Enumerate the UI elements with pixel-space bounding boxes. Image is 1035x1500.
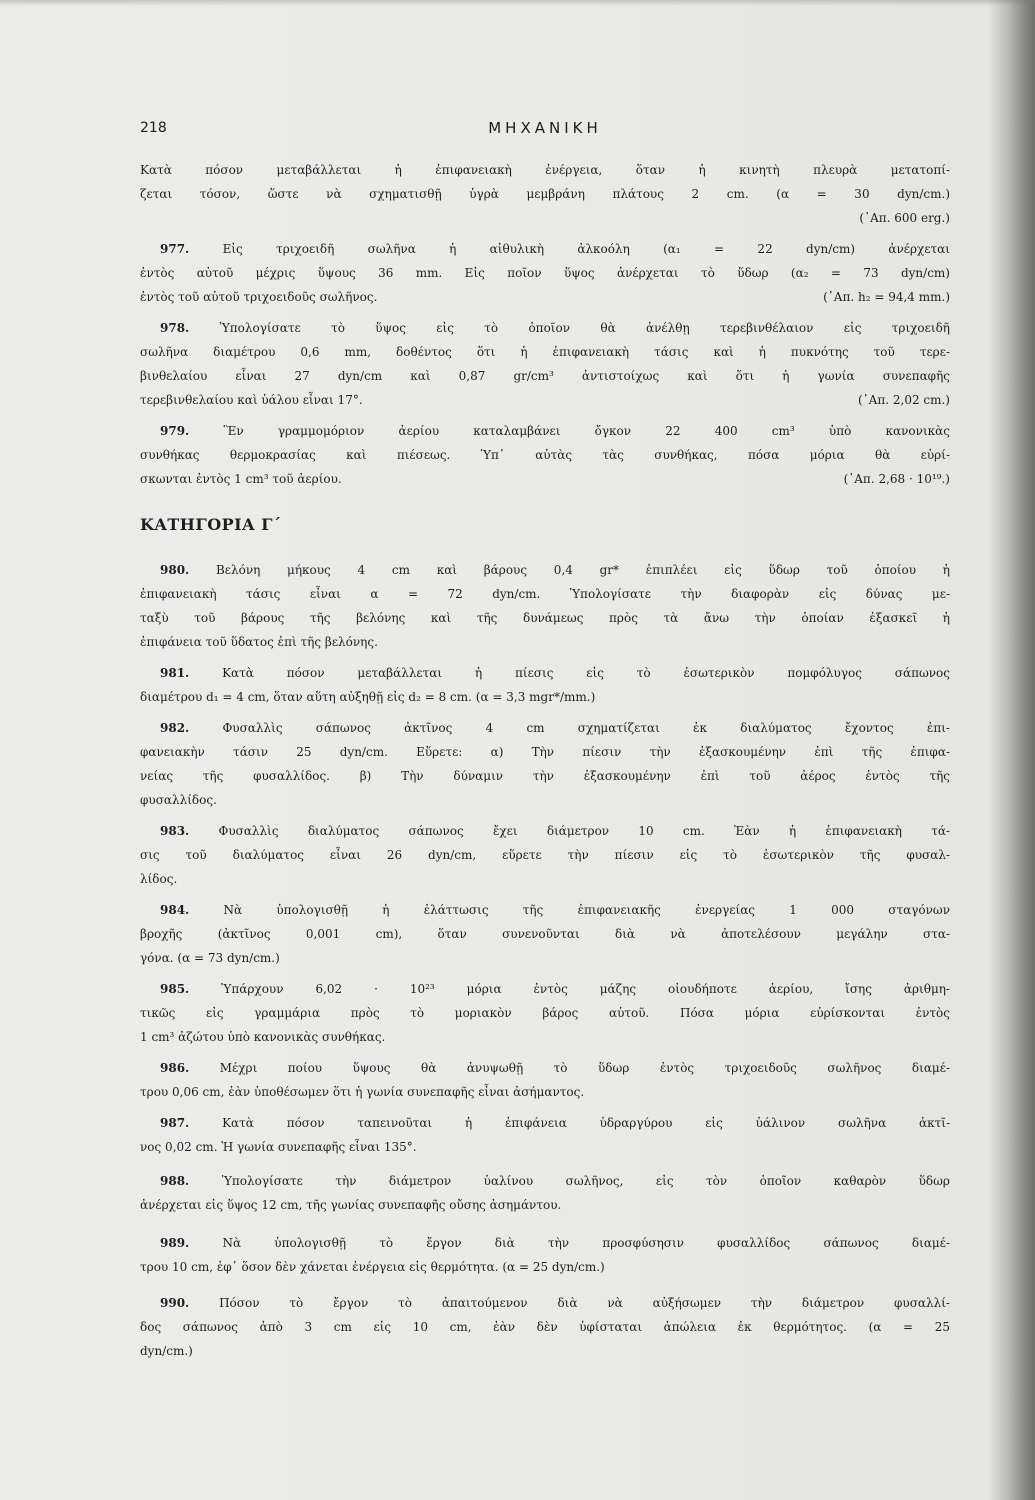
text-line <box>140 867 950 891</box>
text-line <box>140 898 950 922</box>
line-text: ἐπιφάνεια τοῦ ὕδατος ἐπὶ τῆς βελόνης. <box>140 635 378 649</box>
text-line <box>140 419 950 443</box>
problem-number: 984. <box>160 903 190 917</box>
line-text-group <box>140 388 363 412</box>
text-line <box>140 788 950 812</box>
text-line <box>140 843 950 867</box>
line-text: βινθελαίου εἶναι 27 dyn/cm καὶ 0,87 gr/cm³ ἀντιστοίχως καὶ ὅτι ἡ γωνία συνεπαφῆς <box>140 369 950 383</box>
text-line <box>140 467 950 491</box>
line-text: Νὰ ὑπολογισθῇ τὸ ἔργον διὰ τὴν προσφύσησιν φυσαλλίδος σάπωνος διαμέ- <box>222 1236 950 1250</box>
text-line <box>140 685 950 709</box>
line-text: δος σάπωνος ἀπὸ 3 cm εἰς 10 cm, ἐὰν δὲν ὑφίσταται ἀπώλεια ἐκ θερμότητος. (α = 25 <box>140 1320 950 1334</box>
section-heading: ΚΑΤΗΓΟΡΙΑ Γ΄ <box>140 515 282 534</box>
problem-number: 986. <box>160 1061 190 1075</box>
line-text: Εἰς τριχοειδῆ σωλῆνα ἡ αἰθυλικὴ ἀλκοόλη (α₁ = 22 dyn/cm) ἀνέρχεται <box>222 242 950 256</box>
text-line <box>140 1135 950 1159</box>
line-text-group <box>140 1193 561 1217</box>
problem-number: 979. <box>160 424 190 438</box>
line-text: διαμέτρου d₁ = 4 cm, ὅταν αὕτη αὐξηθῇ εἰς d₂ = 8 cm. (α = 3,3 mgr*/mm.) <box>140 690 596 704</box>
problem-980 <box>140 558 950 654</box>
text-line <box>140 977 950 1001</box>
text-line <box>140 261 950 285</box>
text-line <box>140 237 950 261</box>
text-line <box>140 764 950 788</box>
text-line <box>140 1315 950 1339</box>
problem-number: 982. <box>160 721 190 735</box>
line-text-group <box>140 685 595 709</box>
text-line <box>140 182 950 206</box>
text-line <box>140 388 950 412</box>
text-line <box>140 1001 950 1025</box>
page-number: 218 <box>140 120 167 136</box>
text-line <box>140 661 950 685</box>
text-line <box>140 1080 950 1104</box>
line-text: Κατὰ πόσον μεταβάλλεται ἡ ἐπιφανειακὴ ἐνέργεια, ὅταν ἡ κινητὴ πλευρὰ μετατοπί- <box>140 163 950 177</box>
line-text: dyn/cm.) <box>140 1344 193 1358</box>
line-text-group <box>140 1135 417 1159</box>
text-line <box>140 1169 950 1193</box>
problem-continuation <box>140 158 950 230</box>
line-text: Κατὰ πόσον μεταβάλλεται ἡ πίεσις εἰς τὸ ἐσωτερικὸν πομφόλυγος σάπωνος <box>222 666 950 680</box>
text-line <box>140 1339 950 1363</box>
problem-number: 981. <box>160 666 190 680</box>
problem-977 <box>140 237 950 309</box>
text-line <box>140 1255 950 1279</box>
text-line <box>140 1231 950 1255</box>
line-text: σωλῆνα διαμέτρου 0,6 mm, δοθέντος ὅτι ἡ ἐπιφανειακὴ τάσις καὶ ἡ πυκνότης τοῦ τερε- <box>140 345 950 359</box>
line-text: Φυσαλλὶς σάπωνος ἀκτῖνος 4 cm σχηματίζεται ἐκ διαλύματος ἔχοντος ἐπι- <box>222 721 950 735</box>
line-text: τικῶς εἰς γραμμάρια πρὸς τὸ μοριακὸν βάρος αὐτοῦ. Πόσα μόρια εὑρίσκονται ἐντὸς <box>140 1006 950 1020</box>
problem-984 <box>140 898 950 970</box>
problem-number: 987. <box>160 1116 190 1130</box>
text-line <box>140 443 950 467</box>
line-text: φανειακὴν τάσιν 25 dyn/cm. Εὕρετε: α) Τὴν πίεσιν τὴν ἐξασκουμένην ἐπὶ τῆς ἐπιφα- <box>140 745 950 759</box>
text-line <box>140 922 950 946</box>
line-text: ἀνέρχεται εἰς ὕψος 12 cm, τῆς γωνίας συνεπαφῆς οὔσης ἀσημάντου. <box>140 1198 562 1212</box>
line-text: Ἓν γραμμομόριον ἀερίου καταλαμβάνει ὄγκον 22 400 cm³ ὑπὸ κανονικὰς <box>223 424 950 438</box>
line-text: Φυσαλλὶς διαλύματος σάπωνος ἔχει διάμετρον 10 cm. Ἐὰν ἡ ἐπιφανειακὴ τά- <box>218 824 950 838</box>
line-text-group <box>140 788 217 812</box>
problem-number: 978. <box>160 321 190 335</box>
line-text: γόνα. (α = 73 dyn/cm.) <box>140 951 280 965</box>
text-line <box>140 1025 950 1049</box>
line-text: ἐντὸς αὐτοῦ μέχρις ὕψους 36 mm. Εἰς ποῖον ὕψος ἀνέρχεται τὸ ὕδωρ (α₂ = 73 dyn/cm) <box>140 266 950 280</box>
line-text: Ὑπολογίσατε τὴν διάμετρον ὑαλίνου σωλῆνος, εἰς τὸν ὁποῖον καθαρὸν ὕδωρ <box>221 1174 950 1188</box>
line-text-group <box>140 946 280 970</box>
answer-text: (᾿Απ. 2,02 cm.) <box>858 393 950 407</box>
line-text: Βελόνη μήκους 4 cm καὶ βάρους 0,4 gr* ἐπιπλέει εἰς ὕδωρ τοῦ ὁποίου ἡ <box>215 563 950 577</box>
problem-number: 977. <box>160 242 190 256</box>
problem-979 <box>140 419 950 491</box>
line-text: συνθήκας θερμοκρασίας καὶ πιέσεως. Ὑπ᾿ αὐτὰς τὰς συνθήκας, πόσα μόρια θὰ εὑρί- <box>140 448 950 462</box>
line-text: Κατὰ πόσον ταπεινοῦται ἡ ἐπιφάνεια ὑδραργύρου εἰς ὑάλινον σωλῆνα ἀκτῖ- <box>222 1116 950 1130</box>
problem-983 <box>140 819 950 891</box>
text-line <box>140 558 950 582</box>
answer-text: (᾿Απ. h₂ = 94,4 mm.) <box>823 290 950 304</box>
text-line <box>140 1056 950 1080</box>
problem-988 <box>140 1169 950 1217</box>
text-line <box>140 1193 950 1217</box>
problem-number: 983. <box>160 824 190 838</box>
text-line <box>140 158 950 182</box>
problem-number: 990. <box>160 1296 190 1310</box>
problem-number: 985. <box>160 982 190 996</box>
line-text-group <box>140 1025 385 1049</box>
line-text: Πόσον τὸ ἔργον τὸ ἀπαιτούμενον διὰ νὰ αὐξήσωμεν τὴν διάμετρον φυσαλλί- <box>219 1296 950 1310</box>
line-text-group <box>140 1255 605 1279</box>
text-line <box>140 819 950 843</box>
text-line <box>140 946 950 970</box>
line-text: σκωνται ἐντὸς 1 cm³ τοῦ ἀερίου. <box>140 472 342 486</box>
line-text: τερεβινθελαίου καὶ ὑάλου εἶναι 17°. <box>140 393 363 407</box>
line-text: ἐπιφανειακὴ τάσις εἶναι α = 72 dyn/cm. Ὑπολογίσατε τὴν διαφορὰν εἰς δύνας με- <box>140 587 950 601</box>
problem-number: 989. <box>160 1236 190 1250</box>
line-text: Νὰ ὑπολογισθῇ ἡ ἐλάττωσις τῆς ἐπιφανειακῆς ἐνεργείας 1 000 σταγόνων <box>223 903 950 917</box>
answer-text: (᾿Απ. 2,68 · 10¹⁹.) <box>843 472 950 486</box>
problem-985 <box>140 977 950 1049</box>
problem-990 <box>140 1291 950 1363</box>
line-text-group <box>140 467 342 491</box>
page-body <box>140 158 950 1363</box>
problem-989 <box>140 1231 950 1279</box>
problem-number: 980. <box>160 563 190 577</box>
problem-987 <box>140 1111 950 1159</box>
line-text: τρου 0,06 cm, ἐὰν ὑποθέσωμεν ὅτι ἡ γωνία συνεπαφῆς εἶναι ἀσήμαντος. <box>140 1085 585 1099</box>
line-text-group <box>140 285 377 309</box>
line-text: βροχῆς (ἀκτῖνος 0,001 cm), ὅταν συνενοῦνται διὰ νὰ ἀποτελέσουν μεγάλην στα- <box>140 927 950 941</box>
problem-number: 988. <box>160 1174 190 1188</box>
line-text: Μέχρι ποίου ὕψους θὰ ἀνυψωθῇ τὸ ὕδωρ ἐντὸς τριχοειδοῦς σωλῆνος διαμέ- <box>219 1061 950 1075</box>
problem-978 <box>140 316 950 412</box>
line-text-group <box>140 1080 584 1104</box>
line-text: τρου 10 cm, ἐφ᾿ ὅσον δὲν χάνεται ἐνέργεια εἰς θερμότητα. (α = 25 dyn/cm.) <box>140 1260 605 1274</box>
text-line <box>140 206 950 230</box>
line-text-group <box>140 867 177 891</box>
line-text: ζεται τόσον, ὥστε νὰ σχηματισθῇ ὑγρὰ μεμβράνη πλάτους 2 cm. (α = 30 dyn/cm.) <box>140 187 950 201</box>
line-text: ταξὺ τοῦ βάρους τῆς βελόνης καὶ τῆς δυνάμεως πρὸς τὰ ἄνω τὴν ὁποίαν ἐξασκεῖ ἡ <box>140 611 950 625</box>
line-text: Ὑπάρχουν 6,02 · 10²³ μόρια ἐντὸς μάζης οἱουδήποτε ἀερίου, ἴσης ἀριθμη- <box>221 982 950 996</box>
text-line <box>140 606 950 630</box>
problem-986 <box>140 1056 950 1104</box>
line-text: σις τοῦ διαλύματος εἶναι 26 dyn/cm, εὕρετε τὴν πίεσιν εἰς τὸ ἐσωτερικὸν τῆς φυσαλ- <box>140 848 950 862</box>
line-text: λίδος. <box>140 872 178 886</box>
line-text-group <box>140 1339 193 1363</box>
text-line <box>140 1291 950 1315</box>
line-text: φυσαλλίδος. <box>140 793 217 807</box>
page-header <box>140 116 950 140</box>
line-text: νος 0,02 cm. Ἡ γωνία συνεπαφῆς εἶναι 135°. <box>140 1140 417 1154</box>
text-line <box>140 285 950 309</box>
line-text: νείας τῆς φυσαλλίδος. β) Τὴν δύναμιν τὴν ἐξασκουμένην ἐπὶ τοῦ ἀέρος ἐντὸς τῆς <box>140 769 950 783</box>
line-text: Ὑπολογίσατε τὸ ὕψος εἰς τὸ ὁποῖον θὰ ἀνέλθῃ τερεβινθέλαιον εἰς τριχοειδῆ <box>219 321 950 335</box>
problem-981 <box>140 661 950 709</box>
problem-982 <box>140 716 950 812</box>
running-title: ΜΗΧΑΝΙΚΗ <box>488 119 602 137</box>
text-line <box>140 740 950 764</box>
line-text: ἐντὸς τοῦ αὐτοῦ τριχοειδοῦς σωλῆνος. <box>140 290 378 304</box>
line-text-group <box>140 630 378 654</box>
text-line <box>140 316 950 340</box>
text-line <box>140 716 950 740</box>
text-line <box>140 364 950 388</box>
text-line <box>140 1111 950 1135</box>
text-line <box>140 630 950 654</box>
line-text: 1 cm³ ἀζώτου ὑπὸ κανονικὰς συνθήκας. <box>140 1030 386 1044</box>
text-line <box>140 582 950 606</box>
text-line <box>140 340 950 364</box>
answer-text: (᾿Απ. 600 erg.) <box>859 211 950 225</box>
